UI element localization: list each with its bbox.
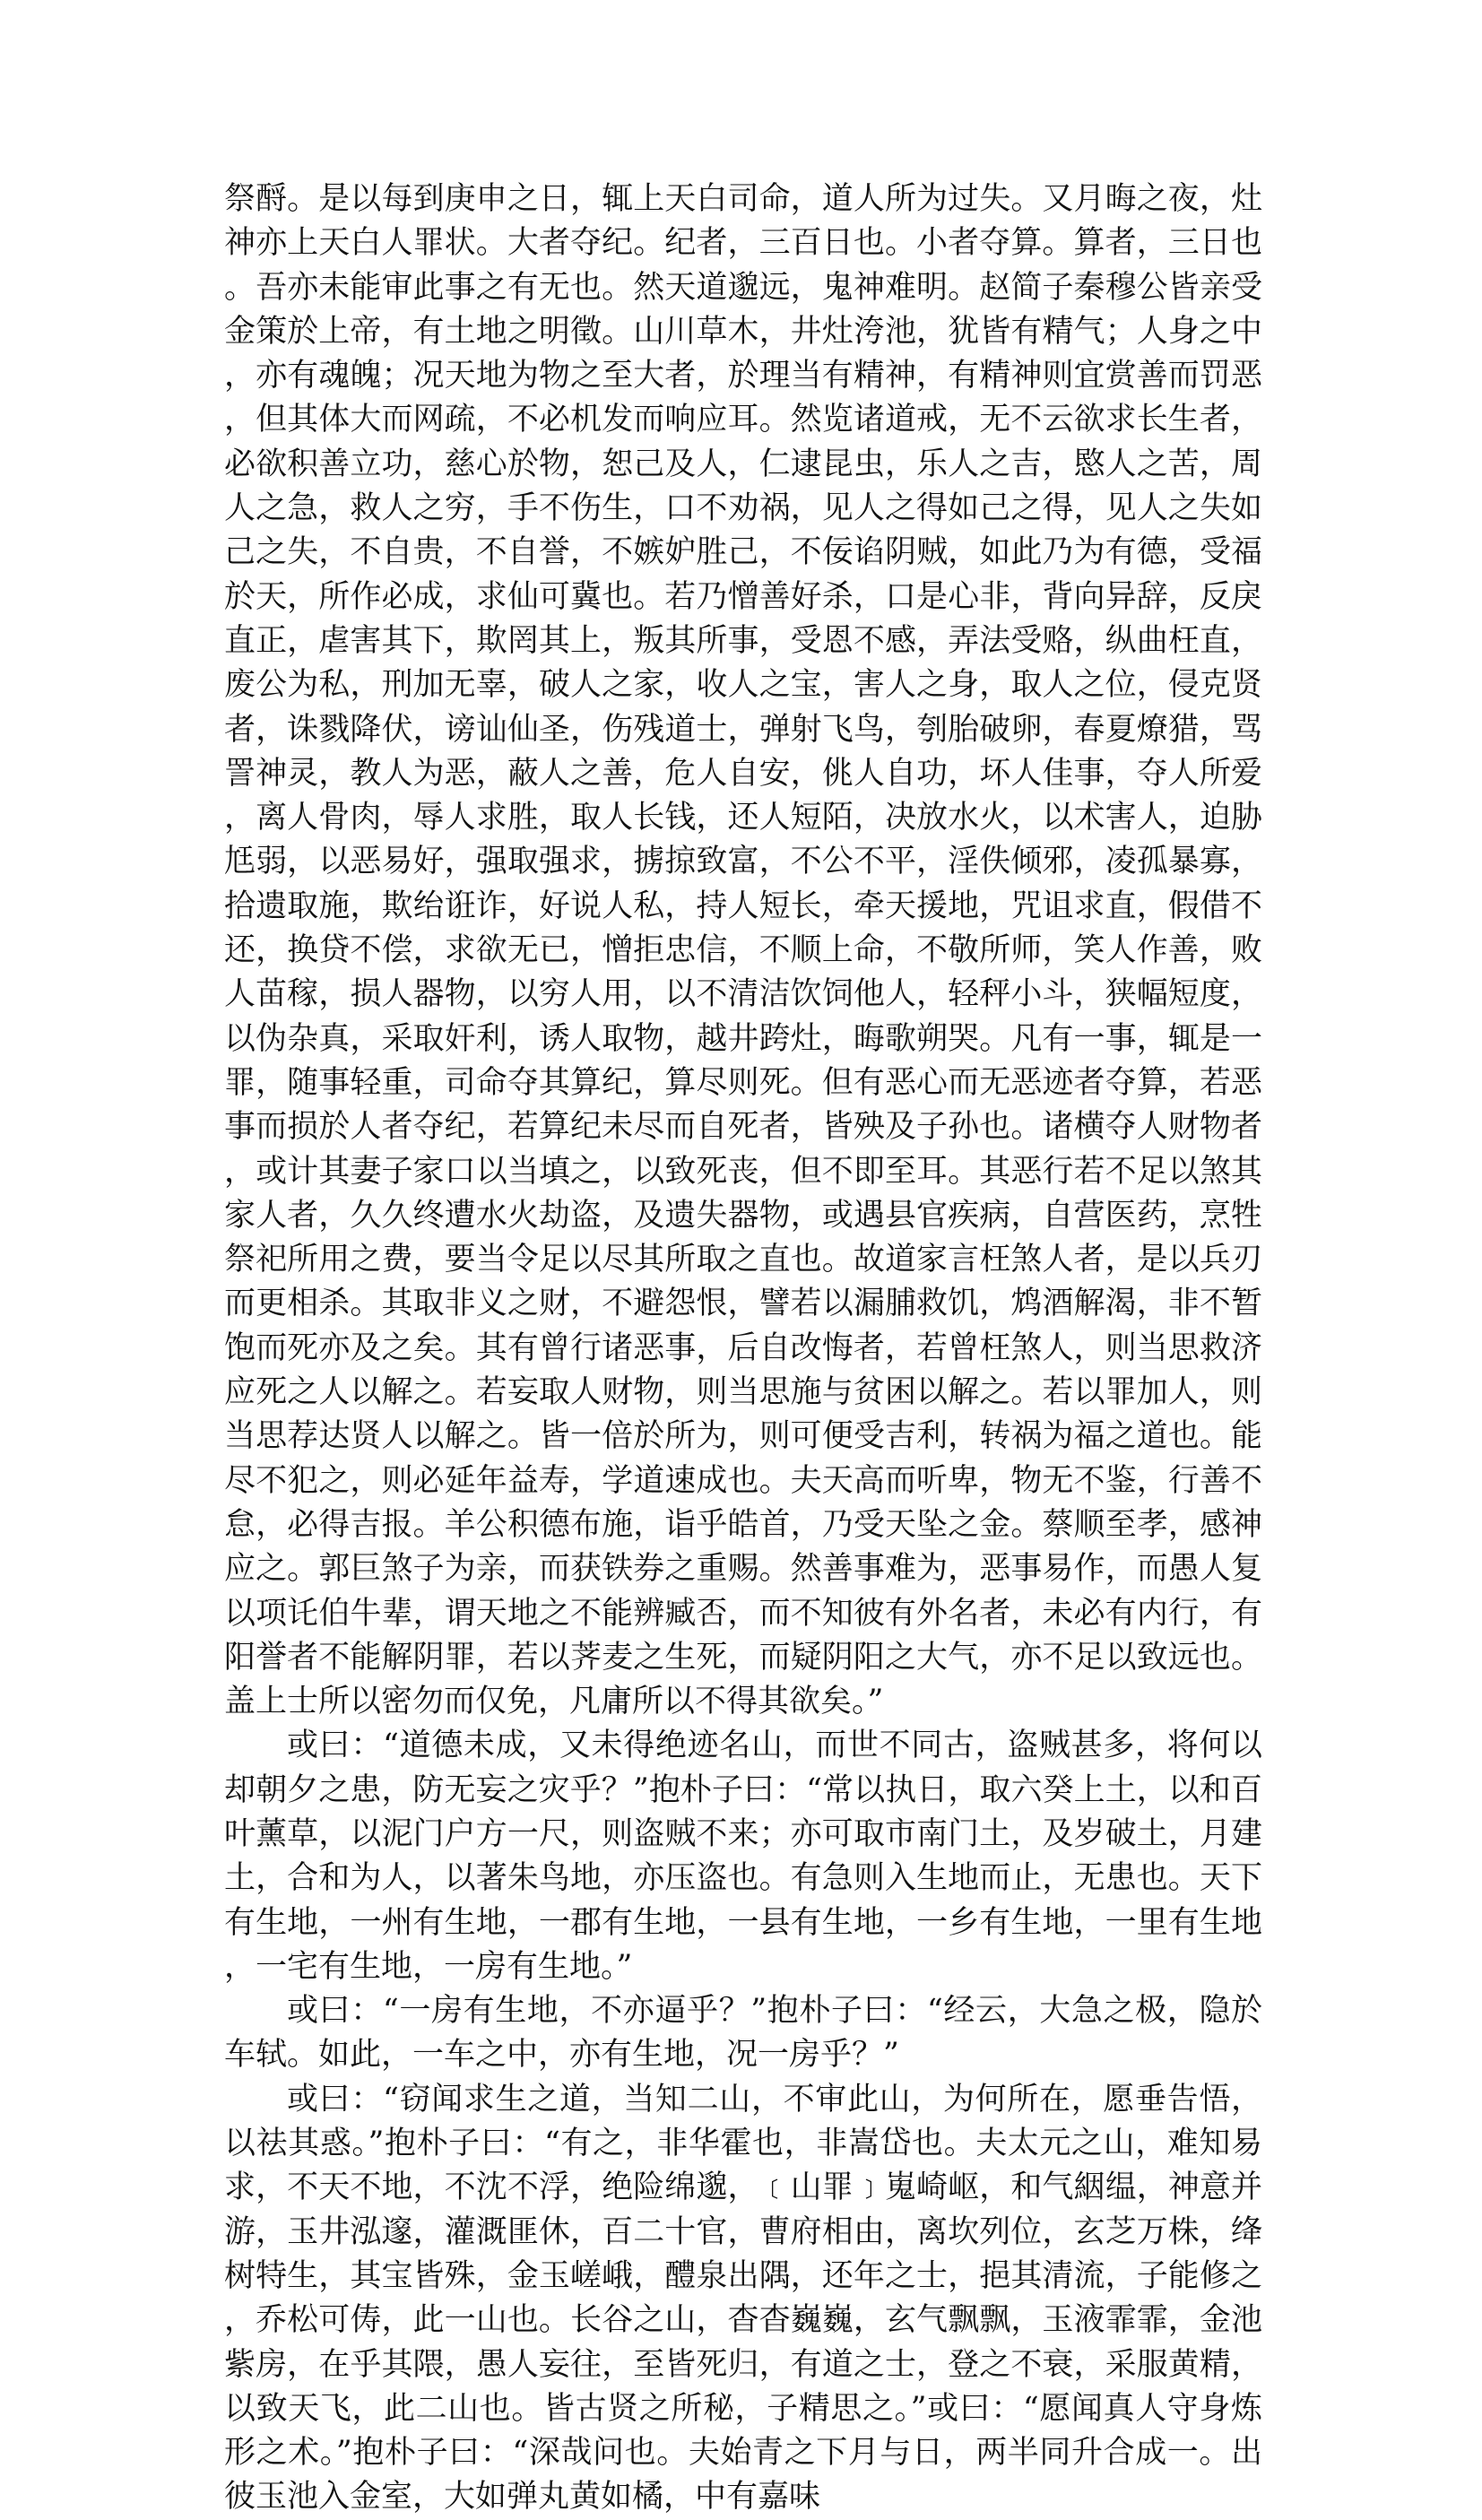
paragraph-4: 或曰：“窃闻求生之道，当知二山，不审此山，为何所在，愿垂告悟，以祛其惑。”抱朴子曰：“有之，非华霍也，非嵩岱也。夫太元之山，难知易求，不天不地，不沈不浮，绝险绵邈，﹝山罪﹞嵬崎岖，和气絪缊，神意并游，玉井泓邃，灌溉匪休，百二十官，曹府相由，离坎列位，玄芝万株，绛树特生，其宝皆殊，金玉嵯峨，醴泉出隅，还年之士，挹其清流，子能修之，乔松可俦，此一山也。长谷之山，杳杳巍巍，玄气飘飘，玉液霏霏，金池紫房，在乎其隈，愚人妄往，至皆死归，有道之士，登之不衰，采服黄精，以致天飞，此二山也。皆古贤之所秘，子精思之。”或曰：“愿闻真人守身炼形之术。”抱朴子曰：“深哉问也。夫始青之下月与日，两半同升合成一。出彼玉池入金室，大如弹丸黄如橘，中有嘉味 bbox=[224, 2081, 1262, 2516]
paragraph-2: 或曰：“道德未成，又未得绝迹名山，而世不同古，盗贼甚多，将何以却朝夕之患，防无妄之灾乎？”抱朴子曰：“常以执日，取六癸上土，以和百叶薰草，以泥门户方一尺，则盗贼不来；亦可取市南门土，及岁破土，月建土，合和为人，以著朱鸟地，亦压盗也。有急则入生地而止，无患也。天下有生地，一州有生地，一郡有生地，一县有生地，一乡有生地，一里有生地，一宅有生地，一房有生地。” bbox=[224, 1728, 1262, 1985]
paragraph-1: 祭酹。是以每到庚申之日，辄上天白司命，道人所为过失。又月晦之夜，灶神亦上天白人罪状。大者夺纪。纪者，三百日也。小者夺算。算者，三日也。吾亦未能审此事之有无也。然天道邈远，鬼神难明。赵简子秦穆公皆亲受金策於上帝，有土地之明徵。山川草木，井灶洿池，犹皆有精气；人身之中，亦有魂魄；况天地为物之至大者，於理当有精神，有精神则宜赏善而罚恶，但其体大而网疏，不必机发而响应耳。然览诸道戒，无不云欲求长生者，必欲积善立功，慈心於物，恕己及人，仁逮昆虫，乐人之吉，愍人之苦，周人之急，救人之穷，手不伤生，口不劝祸，见人之得如己之得，见人之失如己之失，不自贵，不自誉，不嫉妒胜己，不佞谄阴贼，如此乃为有德，受福於天，所作必成，求仙可冀也。若乃憎善好杀，口是心非，背向异辞，反戾直正，虐害其下，欺罔其上，叛其所事，受恩不感，弄法受赂，纵曲枉直，废公为私，刑加无辜，破人之家，收人之宝，害人之身，取人之位，侵克贤者，诛戮降伏，谤讪仙圣，伤残道士，弹射飞鸟，刳胎破卵，春夏燎猎，骂詈神灵，教人为恶，蔽人之善，危人自安，佻人自功，坏人佳事，夺人所爱，离人骨肉，辱人求胜，取人长钱，还人短陌，决放水火，以术害人，迫胁尪弱，以恶易好，强取强求，掳掠致富，不公不平，淫佚倾邪，凌孤暴寡，拾遗取施，欺绐诳诈，好说人私，持人短长，牵天援地，咒诅求直，假借不还，换贷不偿，求欲无已，憎拒忠信，不顺上命，不敬所师，笑人作善，败人苗稼，损人器物，以穷人用，以不清洁饮饲他人，轻秤小斗，狭幅短度，以伪杂真，采取奸利，诱人取物，越井跨灶，晦歌朔哭。凡有一事，辄是一罪，随事轻重，司命夺其算纪，算尽则死。但有恶心而无恶迹者夺算，若恶事而损於人者夺纪，若算纪未尽而自死者，皆殃及子孙也。诸横夺人财物者，或计其妻子家口以当填之，以致死丧，但不即至耳。其恶行若不足以煞其家人者，久久终遭水火劫盗，及遗失器物，或遇县官疾病，自营医药，烹牲祭祀所用之费，要当令足以尽其所取之直也。故道家言枉煞人者，是以兵刃而更相杀。其取非义之财，不避怨恨，譬若以漏脯救饥，鸩酒解渴，非不暂饱而死亦及之矣。其有曾行诸恶事，后自改悔者，若曾枉煞人，则当思救济应死之人以解之。若妄取人财物，则当思施与贫困以解之。若以罪加人，则当思荐达贤人以解之。皆一倍於所为，则可便受吉利，转祸为福之道也。能尽不犯之，则必延年益寿，学道速成也。夫天高而听卑，物无不鉴，行善不怠，必得吉报。羊公积德布施，诣乎皓首，乃受天坠之金。蔡顺至孝，感神应之。郭巨煞子为亲，而获铁券之重赐。然善事难为，恶事易作，而愚人复以项讬伯牛辈，谓天地之不能辨臧否，而不知彼有外名者，未必有内行，有阳誉者不能解阴罪，若以荠麦之生死，而疑阴阳之大气，亦不足以致远也。盖上士所以密勿而仅免，凡庸所以不得其欲矣。” bbox=[224, 181, 1262, 1720]
paragraph-3: 或曰：“一房有生地，不亦逼乎？”抱朴子曰：“经云，大急之极，隐於车轼。如此，一车之中，亦有生地，况一房乎？” bbox=[224, 1993, 1262, 2074]
document-page bbox=[224, 178, 1262, 2520]
